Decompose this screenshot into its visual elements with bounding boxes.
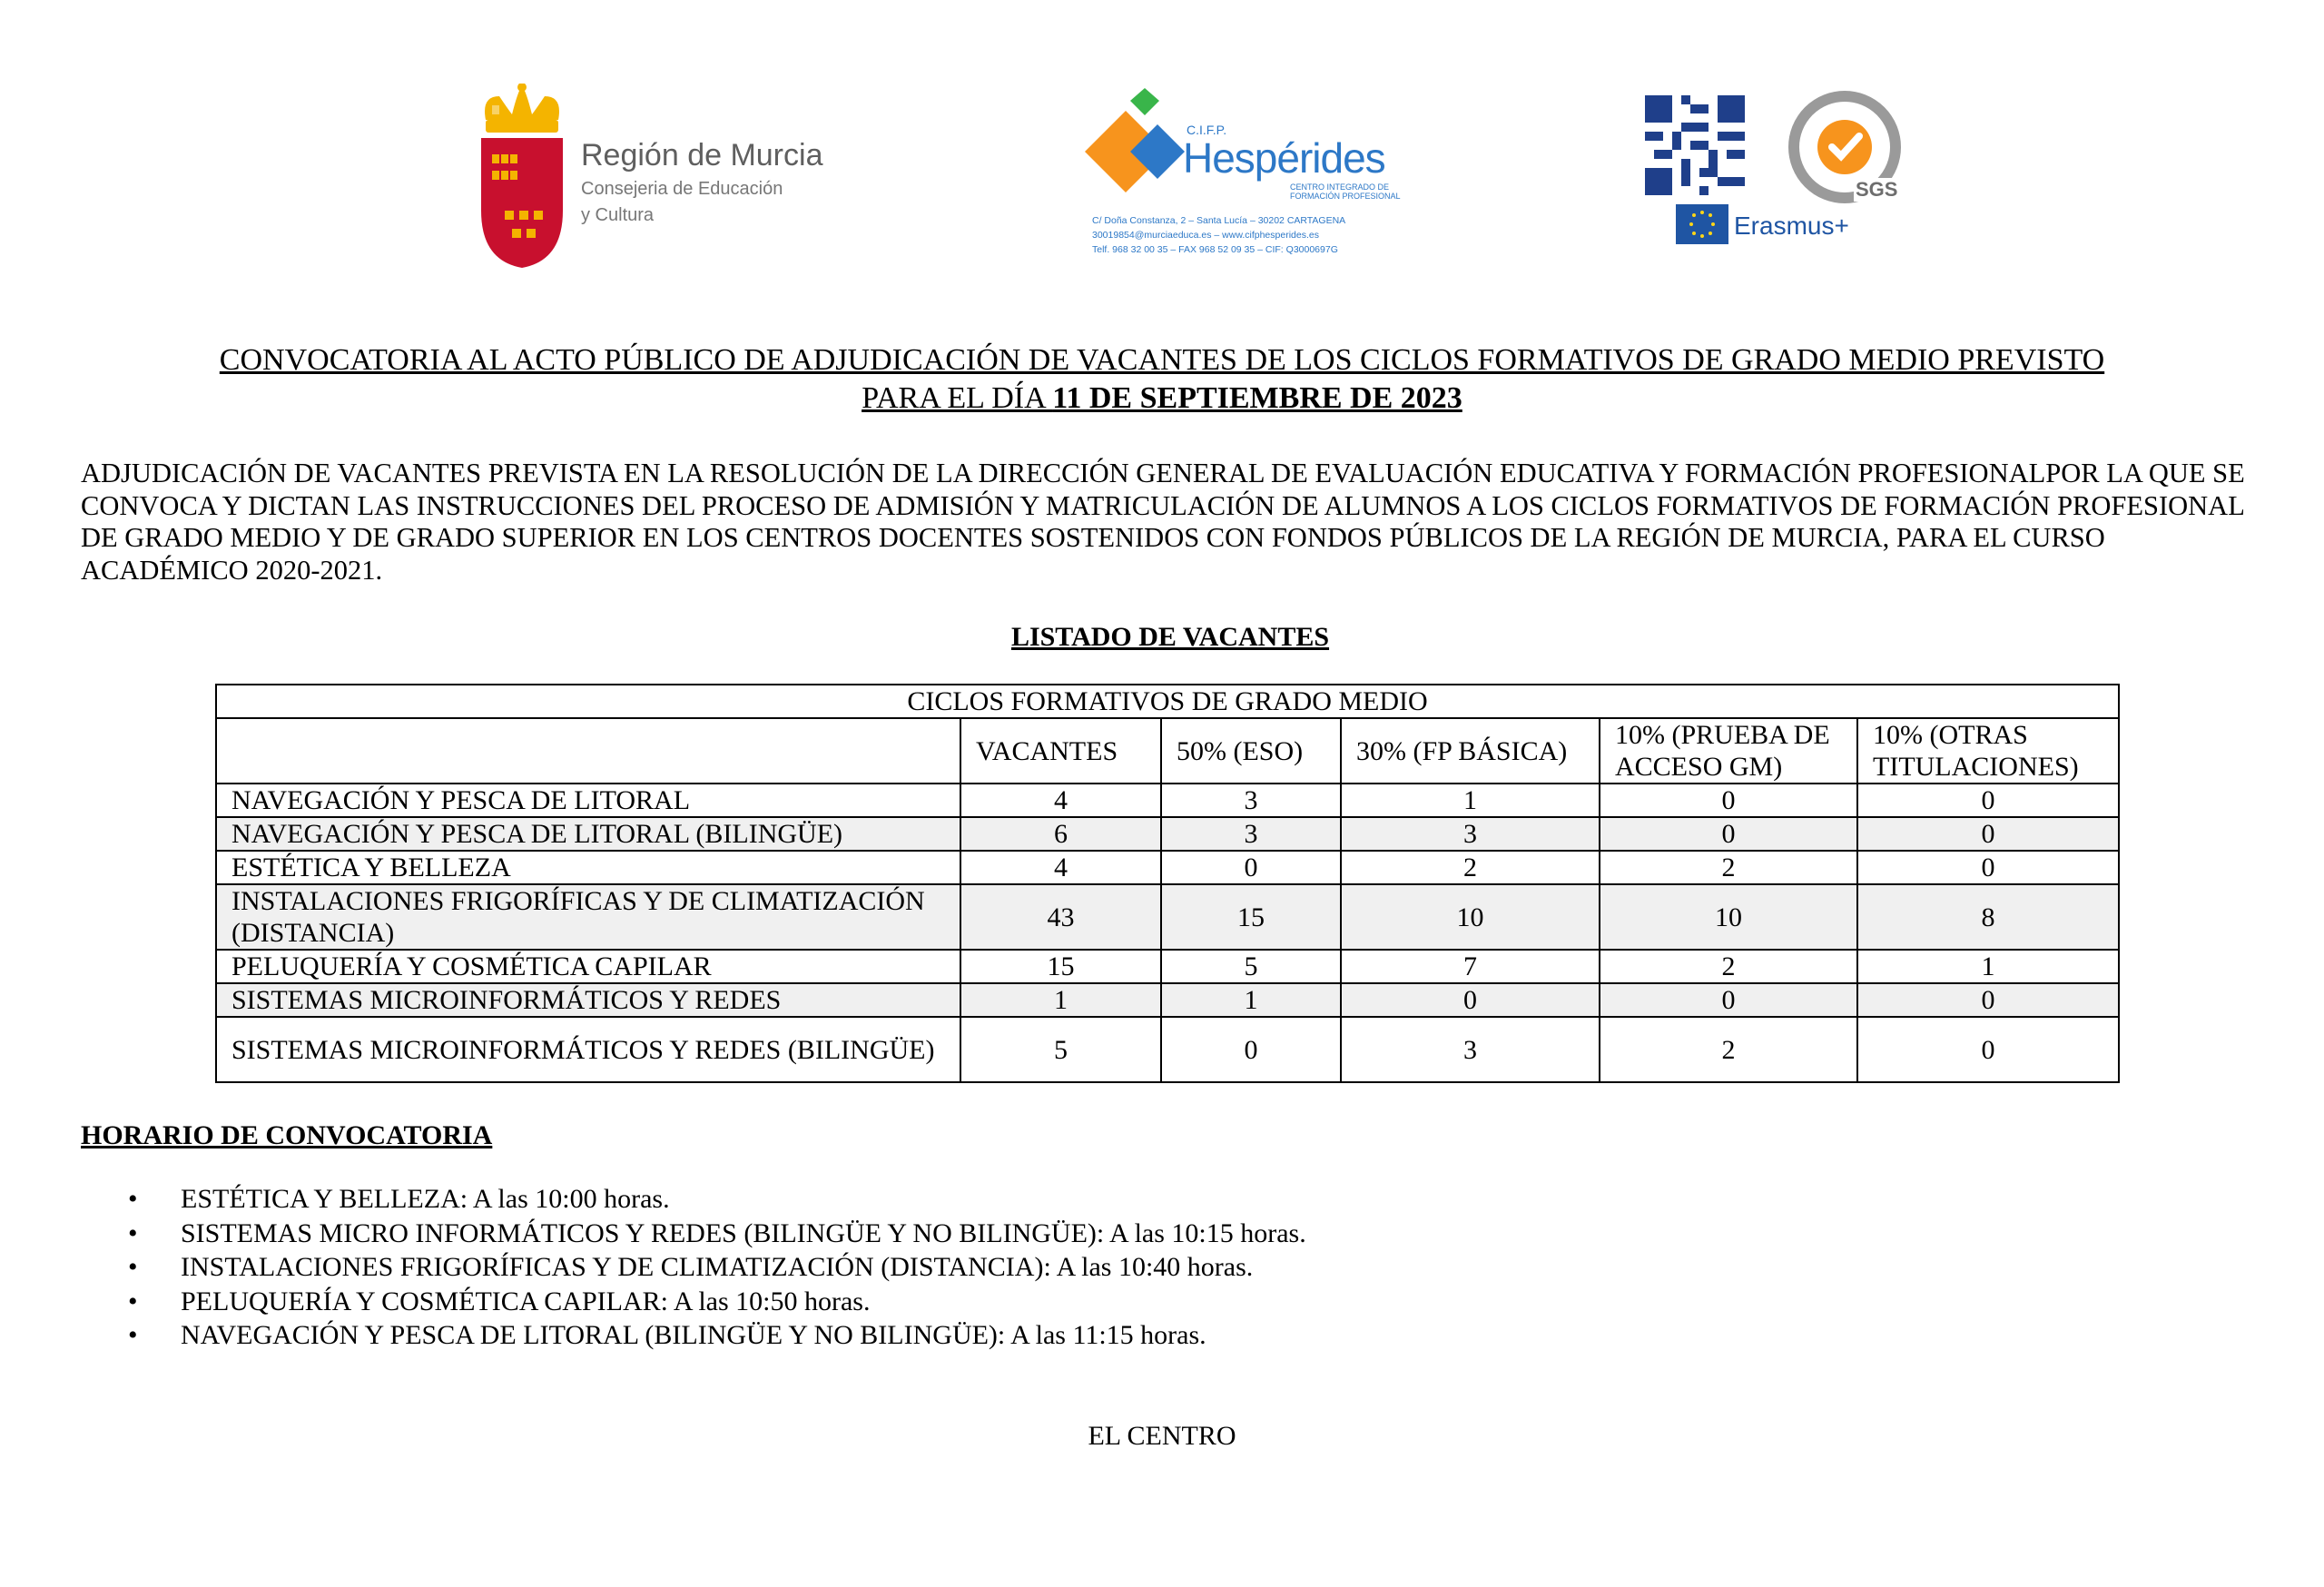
list-item: • PELUQUERÍA Y COSMÉTICA CAPILAR: A las 10:50 horas. [81,1285,1306,1319]
hesperides-small-label: C.I.F.P. [1187,123,1227,137]
cell-prueba-acceso: 0 [1600,817,1857,851]
hesperides-tagline-2: FORMACIÓN PROFESIONAL [1290,192,1401,201]
cell-otras-titulaciones: 0 [1857,983,2119,1017]
cell-otras-titulaciones: 1 [1857,950,2119,983]
cell-vacantes: 4 [960,851,1161,884]
vacancies-table [215,684,2120,1083]
cell-otras-titulaciones: 0 [1857,1017,2119,1082]
cycle-name: NAVEGACIÓN Y PESCA DE LITORAL (BILINGÜE) [216,817,960,851]
intro-paragraph: ADJUDICACIÓN DE VACANTES PREVISTA EN LA RESOLUCIÓN DE LA DIRECCIÓN GENERAL DE EVALUACIÓN EDUCATIVA Y FORMACIÓN PROFESIONALPOR LA QUE SE CONVOCA Y DICTAN LAS INSTRUCCIONES DEL PROCESO DE ADMISIÓN Y MATRICULACIÓN DE ALUMNOS A LOS CICLOS FORMATIVOS DE FORMACIÓN PROFESIONAL DE GRADO MEDIO Y DE GRADO SUPERIOR EN LOS CENTROS DOCENTES SOSTENIDOS CON FONDOS PÚBLICOS DE LA REGIÓN DE MURCIA, PARA EL CURSO ACADÉMICO 2020-2021. [81,458,2245,586]
table-row [216,1017,2119,1082]
cycle-name: SISTEMAS MICROINFORMÁTICOS Y REDES (BILINGÜE) [216,1017,960,1082]
hesperides-contact: 30019854@murciaeduca.es – www.cifphesperides.es [1092,230,1319,241]
cell-eso: 5 [1161,950,1341,983]
table-header-row [216,718,2119,784]
table-caption-row [216,685,2119,718]
document-title [91,341,2233,418]
title-line-1: CONVOCATORIA AL ACTO PÚBLICO DE ADJUDICACIÓN DE VACANTES DE LOS CICLOS FORMATIVOS DE GRADO MEDIO PREVISTO [219,343,2105,377]
cycle-name: SISTEMAS MICROINFORMÁTICOS Y REDES [216,983,960,1017]
sgs-certification-seal [1788,91,1906,209]
cell-fp-basica: 3 [1341,1017,1600,1082]
cell-fp-basica: 10 [1341,884,1600,950]
hesperides-logo [1076,88,1403,261]
title-line-2 [862,381,1462,415]
header-prueba-acceso: 10% (PRUEBA DE ACCESO GM) [1600,718,1857,784]
table-caption: CICLOS FORMATIVOS DE GRADO MEDIO [216,685,2119,718]
cell-prueba-acceso: 0 [1600,983,1857,1017]
erasmus-label: Erasmus+ [1734,212,1849,240]
sgs-label: SGS [1856,178,1898,201]
murcia-crest-icon [472,84,572,270]
hesperides-name: Hespérides [1183,134,1385,182]
vacancies-list-title: LISTADO DE VACANTES [1010,622,1330,652]
cycle-name: NAVEGACIÓN Y PESCA DE LITORAL [216,784,960,817]
cell-prueba-acceso: 2 [1600,851,1857,884]
header-cell [216,718,960,784]
title-date: 11 DE SEPTIEMBRE DE 2023 [1052,381,1462,415]
header-fp-basica: 30% (FP BÁSICA) [1341,718,1600,784]
list-item: • INSTALACIONES FRIGORÍFICAS Y DE CLIMATIZACIÓN (DISTANCIA): A las 10:40 horas. [81,1250,1306,1285]
cell-vacantes: 15 [960,950,1161,983]
murcia-logo-subtitle: Consejeria de Educación [581,179,783,199]
murcia-logo-subtitle-2: y Cultura [581,205,655,225]
cell-vacantes: 5 [960,1017,1161,1082]
cell-fp-basica: 7 [1341,950,1600,983]
cell-vacantes: 1 [960,983,1161,1017]
cell-prueba-acceso: 2 [1600,950,1857,983]
hesperides-diamond-icon [1076,88,1194,206]
table-row [216,784,2119,817]
schedule-list [81,1182,1306,1353]
list-item: • SISTEMAS MICRO INFORMÁTICOS Y REDES (BILINGÜE Y NO BILINGÜE): A las 10:15 horas. [81,1217,1306,1251]
schedule-title: HORARIO DE CONVOCATORIA [81,1120,493,1150]
cell-vacantes: 4 [960,784,1161,817]
table-row [216,983,2119,1017]
cell-eso: 0 [1161,851,1341,884]
table-row [216,817,2119,851]
eu-flag-icon [1676,204,1728,244]
murcia-logo-text [581,138,853,226]
murcia-logo-title: Región de Murcia [581,138,823,172]
hesperides-tagline: CENTRO INTEGRADO DE [1290,182,1390,192]
cell-fp-basica: 1 [1341,784,1600,817]
cycle-name: ESTÉTICA Y BELLEZA [216,851,960,884]
cell-fp-basica: 0 [1341,983,1600,1017]
hesperides-phone: Telf. 968 32 00 35 – FAX 968 52 09 35 – CIF: Q3000697G [1092,244,1338,255]
cell-otras-titulaciones: 0 [1857,817,2119,851]
cell-prueba-acceso: 10 [1600,884,1857,950]
cycle-name: INSTALACIONES FRIGORÍFICAS Y DE CLIMATIZACIÓN (DISTANCIA) [216,884,960,950]
cell-eso: 0 [1161,1017,1341,1082]
cell-eso: 15 [1161,884,1341,950]
list-item: • NAVEGACIÓN Y PESCA DE LITORAL (BILINGÜE Y NO BILINGÜE): A las 11:15 horas. [81,1318,1306,1353]
cell-prueba-acceso: 2 [1600,1017,1857,1082]
region-murcia-logo [472,84,835,274]
cell-eso: 1 [1161,983,1341,1017]
erasmus-logo [1676,204,1894,248]
cell-vacantes: 6 [960,817,1161,851]
cell-vacantes: 43 [960,884,1161,950]
cell-otras-titulaciones: 0 [1857,784,2119,817]
cell-eso: 3 [1161,817,1341,851]
cell-fp-basica: 3 [1341,817,1600,851]
table-row [216,884,2119,950]
cell-fp-basica: 2 [1341,851,1600,884]
cell-otras-titulaciones: 0 [1857,851,2119,884]
signature: EL CENTRO [1088,1421,1236,1451]
hesperides-address: C/ Doña Constanza, 2 – Santa Lucía – 30202 CARTAGENA [1092,215,1346,226]
cycle-name: PELUQUERÍA Y COSMÉTICA CAPILAR [216,950,960,983]
list-item: • ESTÉTICA Y BELLEZA: A las 10:00 horas. [81,1182,1306,1217]
qr-code-icon [1645,95,1745,195]
cell-prueba-acceso: 0 [1600,784,1857,817]
cell-eso: 3 [1161,784,1341,817]
title-line-2-prefix: PARA EL DÍA [862,381,1053,415]
header-vacantes: VACANTES [960,718,1161,784]
table-row [216,851,2119,884]
header-otras-titulaciones: 10% (OTRAS TITULACIONES) [1857,718,2119,784]
cell-otras-titulaciones: 8 [1857,884,2119,950]
header-eso: 50% (ESO) [1161,718,1341,784]
table-row [216,950,2119,983]
